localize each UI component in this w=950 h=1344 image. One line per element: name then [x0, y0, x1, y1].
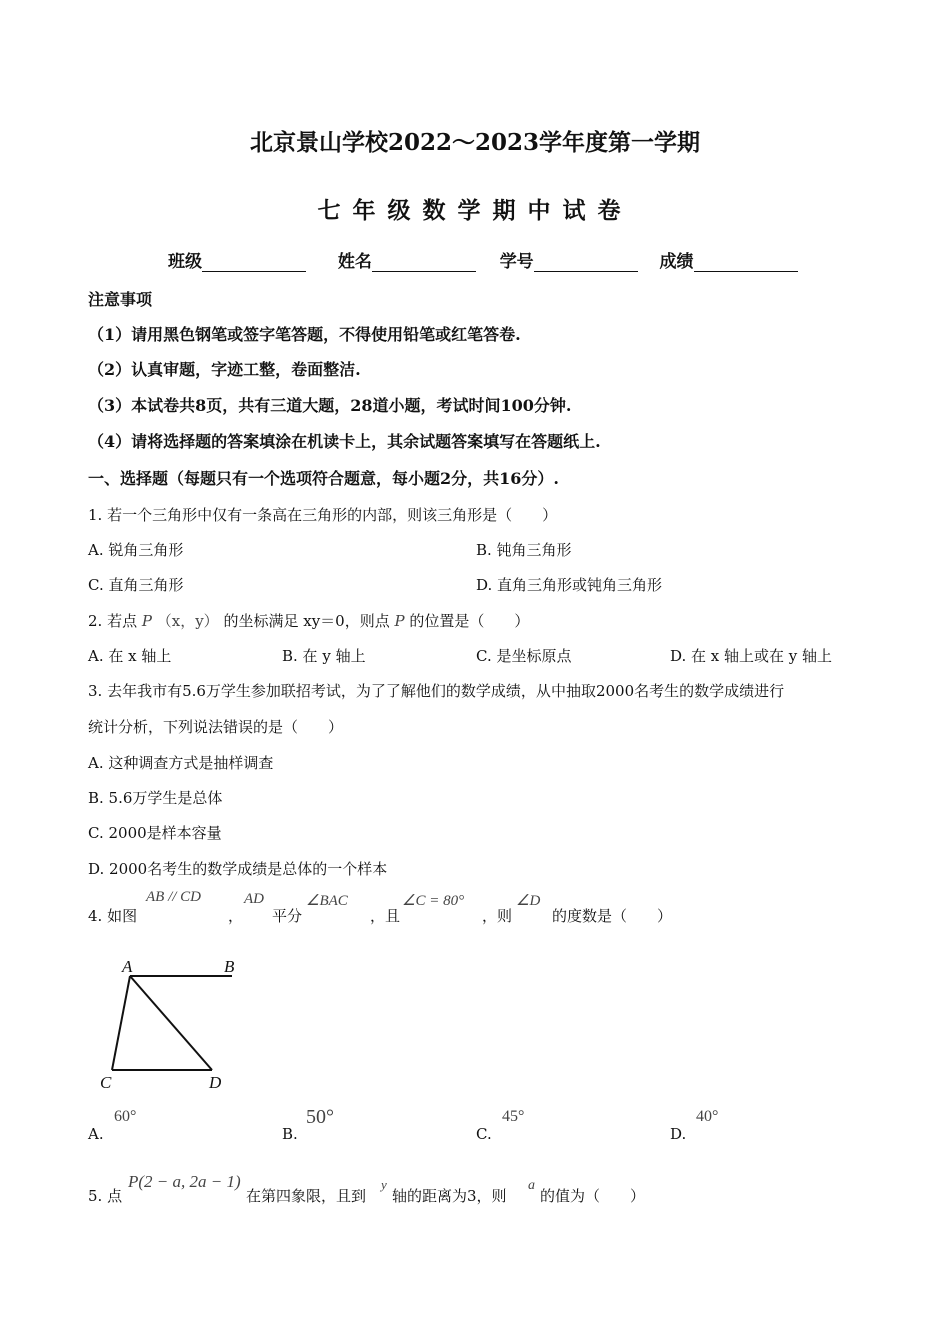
question-5-prefix: 5. 点 [88, 1187, 123, 1205]
q4-text: ， [228, 907, 244, 925]
q2-option-a[interactable]: A. 在 x 轴上 [88, 647, 172, 665]
q3-option-b[interactable]: B. 5.6万学生是总体 [88, 789, 223, 807]
q4-triangle-figure [90, 950, 260, 1100]
vertex-label-a: A [122, 957, 133, 976]
q3-option-c[interactable]: C. 2000是样本容量 [88, 824, 222, 842]
q5-math-point: P(2 − a, 2a − 1) [128, 1172, 241, 1191]
question-4-prefix: 4. 如图 [88, 907, 138, 925]
student-id-label: 学号 [499, 252, 534, 272]
student-id-field[interactable] [534, 253, 638, 272]
q4-math-ad: AD [244, 891, 264, 907]
q4-option-c-label: C. [476, 1125, 492, 1143]
q2-option-c[interactable]: C. 是坐标原点 [476, 647, 572, 665]
question-3-stem-line1: 3. 去年我市有5.6万学生参加联招考试，为了了解他们的数学成绩，从中抽取2000名考生的数学成绩进行 [88, 682, 785, 700]
q1-option-c[interactable]: C. 直角三角形 [88, 576, 184, 594]
q2-math-p: P [141, 612, 152, 630]
q2-option-b[interactable]: B. 在 y 轴上 [282, 647, 366, 665]
exam-subtitle: 七年级数学期中试卷 [317, 197, 633, 224]
question-3-stem-line2: 统计分析，下列说法错误的是（ ） [88, 718, 344, 736]
name-field[interactable] [372, 253, 476, 272]
q1-option-b[interactable]: B. 钝角三角形 [476, 541, 572, 559]
vertex-label-d: D [209, 1073, 222, 1092]
q4-option-a-value: 60° [114, 1108, 137, 1125]
notice-item: （3）本试卷共8页，共有三道大题，28道小题，考试时间100分钟. [88, 396, 572, 415]
segment-ac [112, 976, 130, 1070]
q4-math-angle-c: ∠C = 80° [402, 893, 465, 909]
exam-title: 北京景山学校2022～2023学年度第一学期 [249, 129, 701, 156]
question-1-stem: 1. 若一个三角形中仅有一条高在三角形的内部，则该三角形是（ ） [88, 506, 558, 524]
q4-math-angle-d: ∠D [516, 893, 541, 909]
q4-option-b-value: 50° [306, 1106, 334, 1128]
q5-text: 在第四象限，且到 [246, 1187, 367, 1205]
q4-text: ，则 [482, 907, 513, 925]
vertex-label-b: B [224, 957, 235, 976]
q4-option-c-value: 45° [502, 1108, 525, 1125]
class-field[interactable] [202, 253, 306, 272]
q1-option-a[interactable]: A. 锐角三角形 [88, 541, 184, 559]
q2-math-p: P [394, 612, 405, 630]
vertex-label-c: C [100, 1073, 112, 1092]
student-info-row [168, 247, 798, 272]
notice-item: （2）认真审题，字迹工整，卷面整洁. [88, 360, 361, 379]
notice-item: （4）请将选择题的答案填涂在机读卡上，其余试题答案填写在答题纸上. [88, 432, 601, 451]
q2-option-d[interactable]: D. 在 x 轴上或在 y 轴上 [670, 647, 833, 665]
q4-text: 平分 [272, 907, 303, 925]
q5-math-y: y [381, 1177, 387, 1192]
q4-option-d-value: 40° [696, 1108, 719, 1125]
q4-text: ，且 [370, 907, 401, 925]
q2-text: 的坐标满足 xy＝0，则点 [223, 612, 390, 630]
q2-text: 的位置是（ ） [409, 612, 530, 630]
score-field[interactable] [694, 253, 798, 272]
q5-text: 轴的距离为3，则 [392, 1187, 507, 1205]
name-label: 姓名 [337, 252, 372, 272]
q4-math-parallel: AB // CD [146, 889, 201, 905]
section-heading: 一、选择题（每题只有一个选项符合题意，每小题2分，共16分）. [88, 469, 559, 488]
q2-text: 2. 若点 [88, 612, 138, 630]
q1-option-d[interactable]: D. 直角三角形或钝角三角形 [476, 576, 663, 594]
notice-item: （1）请用黑色钢笔或签字笔答题，不得使用铅笔或红笔答卷. [88, 325, 521, 344]
q5-text: 的值为（ ） [540, 1187, 646, 1205]
class-label: 班级 [168, 252, 202, 272]
score-label: 成绩 [659, 252, 694, 272]
question-2-stem [88, 610, 529, 631]
q4-option-a-label: A. [88, 1125, 104, 1143]
q2-math-xy: （x，y） [156, 612, 219, 630]
q3-option-d[interactable]: D. 2000名考生的数学成绩是总体的一个样本 [88, 860, 388, 878]
q5-math-a: a [528, 1178, 535, 1193]
notice-heading: 注意事项 [88, 290, 153, 309]
q4-option-b-label: B. [282, 1125, 298, 1143]
segment-ad [130, 976, 212, 1070]
q4-option-d-label: D. [670, 1125, 687, 1143]
q4-math-angle-bac: ∠BAC [306, 893, 348, 909]
q4-text: 的度数是（ ） [552, 907, 673, 925]
q3-option-a[interactable]: A. 这种调查方式是抽样调查 [88, 754, 274, 772]
